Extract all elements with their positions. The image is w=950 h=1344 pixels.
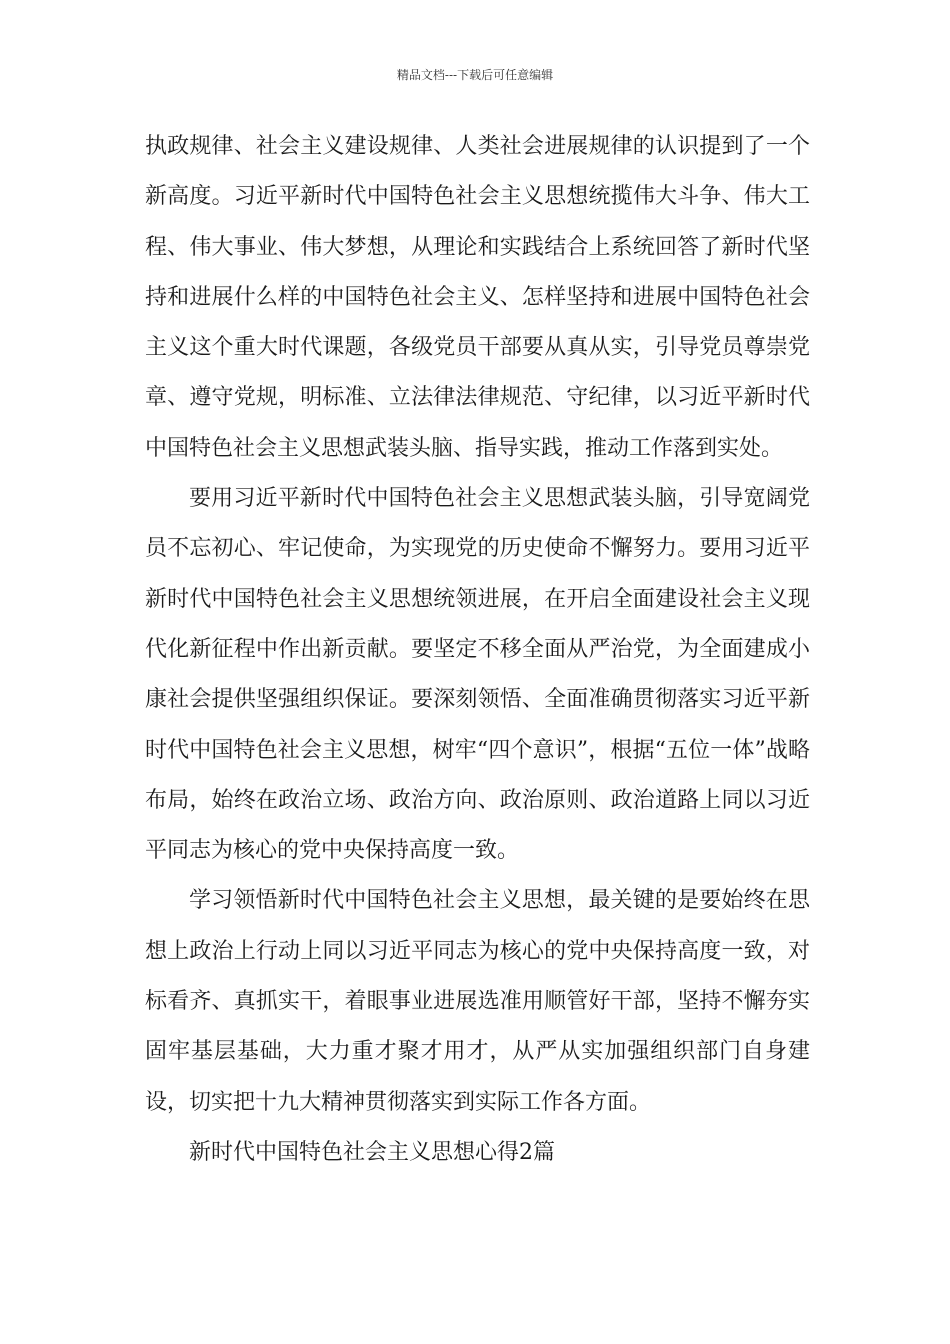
section-title: 新时代中国特色社会主义思想心得2篇 (189, 1139, 555, 1165)
paragraph-1: 执政规律、社会主义建设规律、人类社会进展规律的认识提到了一个新高度。习近平新时代中国特色社会主义思想统揽伟大斗争、伟大工程、伟大事业、伟大梦想，从理论和实践结合上系统回答了新时代坚持和进展什么样的中国特色社会主义、怎样坚持和进展中国特色社会主义这个重大时代课题，各级党员干部要从真从实，引导党员尊崇党章、遵守党规，明标准、立法律法律规范、守纪律，以习近平新时代中国特色社会主义思想武装头脑、指导实践，推动工作落到实处。 (145, 134, 810, 461)
paragraph-3: 学习领悟新时代中国特色社会主义思想，最关键的是要始终在思想上政治上行动上同以习近平同志为核心的党中央保持高度一致，对标看齐、真抓实干，着眼事业进展选准用顺管好干部，坚持不懈夯实固牢基层基础，大力重才聚才用才，从严从实加强组织部门自身建设，切实把十九大精神贯彻落实到实际工作各方面。 (145, 888, 810, 1115)
page-header: 精品文档---下载后可任意编辑 (396, 68, 554, 82)
paragraph-2: 要用习近平新时代中国特色社会主义思想武装头脑，引导宽阔党员不忘初心、牢记使命，为实现党的历史使命不懈努力。要用习近平新时代中国特色社会主义思想统领进展，在开启全面建设社会主义现代化新征程中作出新贡献。要坚定不移全面从严治党，为全面建成小康社会提供坚强组织保证。要深刻领悟、全面准确贯彻落实习近平新时代中国特色社会主义思想，树牢“四个意识”，根据“五位一体”战略布局，始终在政治立场、政治方向、政治原则、政治道路上同以习近平同志为核心的党中央保持高度一致。 (145, 486, 810, 864)
document-body (145, 122, 810, 1178)
